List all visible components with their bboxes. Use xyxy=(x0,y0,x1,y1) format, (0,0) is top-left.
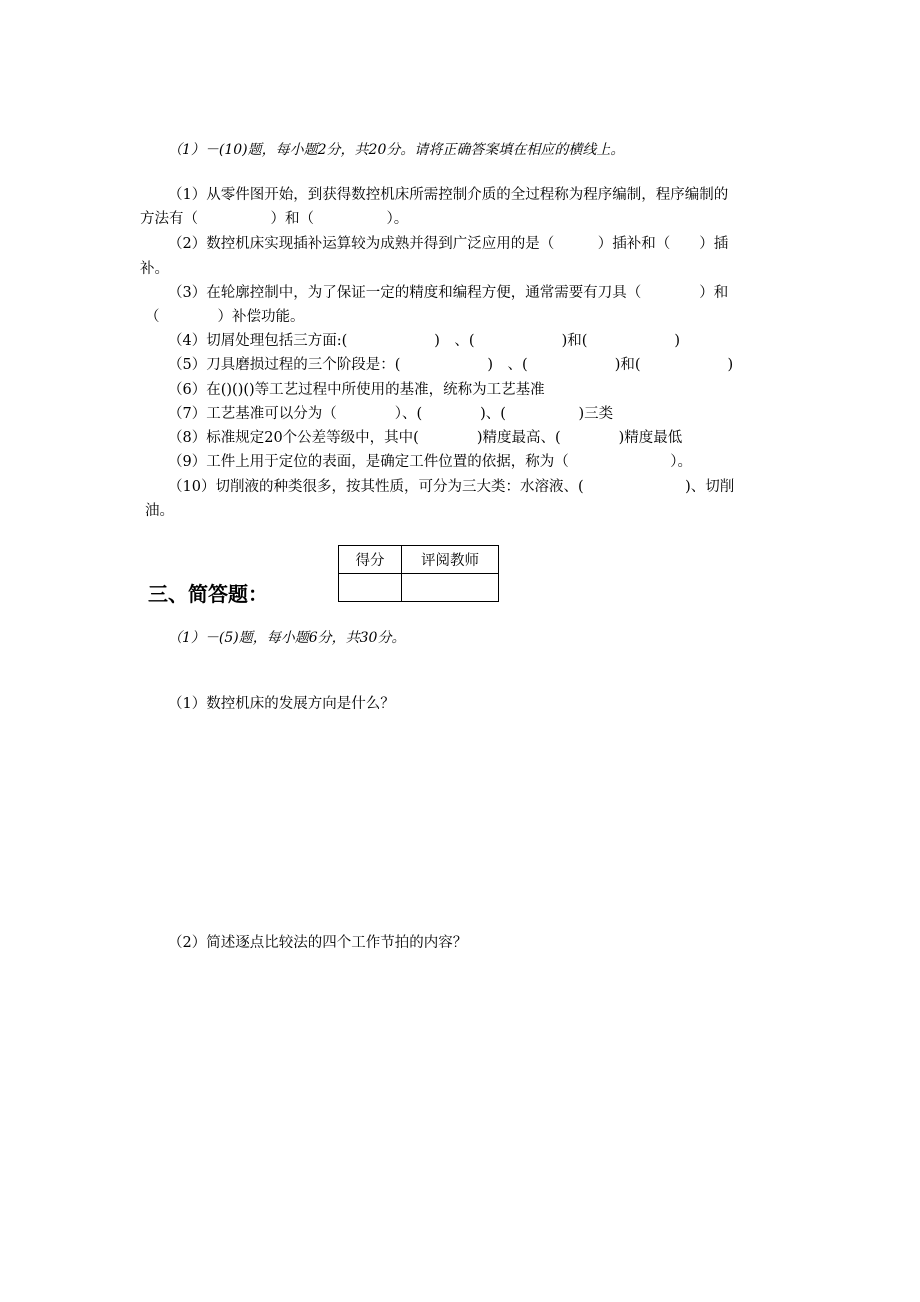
section-title: 三、简答题： xyxy=(148,582,268,606)
short-question-1: （1）数控机床的发展方向是什么？ xyxy=(168,696,395,712)
question-7: （7）工艺基准可以分为（ ）、( )、( )三类 xyxy=(168,406,614,422)
question-1-line-1: （1）从零件图开始，到获得数控机床所需控制介质的全过程称为程序编制，程序编制的 xyxy=(168,187,729,203)
question-2-line-2: 补。 xyxy=(140,261,169,277)
reviewer-cell[interactable] xyxy=(402,574,499,602)
question-1-line-2: 方法有（ ）和（ ）。 xyxy=(140,211,409,227)
question-4: （4）切屑处理包括三方面:( ) 、( )和( ) xyxy=(168,333,681,349)
short-answer-instruction: （1）－(5)题，每小题6分，共30分。 xyxy=(168,630,406,646)
score-table-header-row xyxy=(339,546,499,574)
question-2-line-1: （2）数控机床实现插补运算较为成熟并得到广泛应用的是（ ）插补和（ ）插 xyxy=(168,236,729,252)
question-10-line-1: （10）切削液的种类很多，按其性质，可分为三大类：水溶液、( )、切削 xyxy=(168,479,735,495)
question-5: （5）刀具磨损过程的三个阶段是：( ) 、( )和( ) xyxy=(168,357,734,373)
question-10-line-2: 油。 xyxy=(145,503,174,519)
score-cell[interactable] xyxy=(339,574,402,602)
short-question-2: （2）简述逐点比较法的四个工作节拍的内容？ xyxy=(168,935,468,951)
question-3-line-2: （ ）补偿功能。 xyxy=(145,309,305,325)
reviewer-header: 评阅教师 xyxy=(402,546,499,574)
question-6: （6）在()()()等工艺过程中所使用的基准，统称为工艺基准 xyxy=(168,382,545,398)
fill-instruction: （1）－(10)题，每小题2分，共20分。请将正确答案填在相应的横线上。 xyxy=(168,142,625,158)
score-table-input-row xyxy=(339,574,499,602)
score-header: 得分 xyxy=(339,546,402,574)
question-9: （9）工件上用于定位的表面，是确定工件位置的依据，称为（ ）。 xyxy=(168,454,692,470)
score-table xyxy=(338,545,499,602)
question-3-line-1: （3）在轮廓控制中，为了保证一定的精度和编程方便，通常需要有刀具（ ）和 xyxy=(168,285,729,301)
question-8: （8）标准规定20个公差等级中，其中( )精度最高、( )精度最低 xyxy=(168,430,683,446)
